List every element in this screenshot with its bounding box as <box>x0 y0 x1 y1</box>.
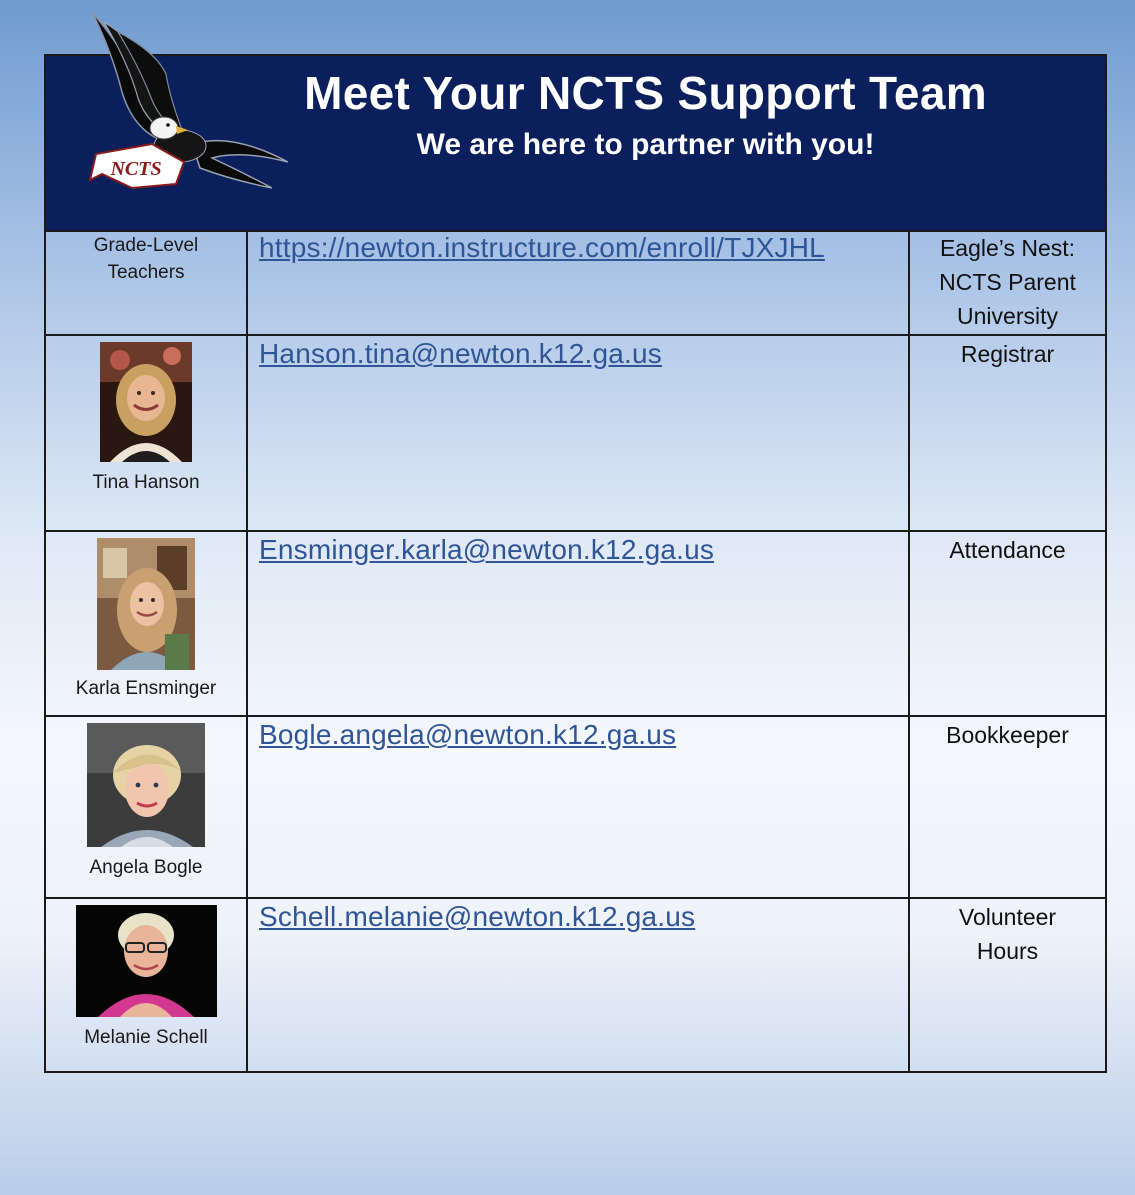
person-name: Tina Hanson <box>92 472 200 493</box>
link-cell <box>247 898 909 1073</box>
link-cell <box>247 230 909 335</box>
logo-text: NCTS <box>110 158 162 180</box>
person-name: Grade-Level Teachers <box>93 235 199 283</box>
role-label: Attendance <box>949 537 1066 563</box>
support-team-frame <box>44 54 1107 1073</box>
person-cell <box>46 898 247 1073</box>
person-name: Karla Ensminger <box>75 678 217 699</box>
person-cell <box>46 335 247 531</box>
table-row <box>46 335 1105 531</box>
email-link[interactable]: Ensminger.karla@newton.k12.ga.us <box>259 534 715 565</box>
role-cell <box>909 531 1105 716</box>
role-cell <box>909 898 1105 1073</box>
table-row <box>46 230 1105 335</box>
role-label: Registrar <box>960 341 1055 367</box>
role-cell <box>909 335 1105 531</box>
person-cell <box>46 531 247 716</box>
karla-ensminger-photo <box>97 538 195 670</box>
link-cell <box>247 716 909 898</box>
angela-bogle-photo <box>87 723 205 847</box>
tina-hanson-photo <box>100 342 192 462</box>
page-title: Meet Your NCTS Support Team <box>304 67 987 119</box>
role-cell <box>909 716 1105 898</box>
link-cell <box>247 531 909 716</box>
table-row <box>46 716 1105 898</box>
role-label: Eagle’s Nest: NCTS Parent University <box>939 235 1076 329</box>
role-cell <box>909 230 1105 335</box>
email-link[interactable]: Bogle.angela@newton.k12.ga.us <box>259 719 677 750</box>
role-label: Bookkeeper <box>946 722 1069 748</box>
table-row <box>46 898 1105 1073</box>
page-subtitle: We are here to partner with you! <box>416 128 875 161</box>
person-cell <box>46 716 247 898</box>
eagle-logo <box>82 12 292 192</box>
person-name: Angela Bogle <box>89 857 203 878</box>
person-name: Melanie Schell <box>84 1027 208 1048</box>
table-row <box>46 531 1105 716</box>
email-link[interactable]: Schell.melanie@newton.k12.ga.us <box>259 901 696 932</box>
person-cell <box>46 230 247 335</box>
email-link[interactable]: Hanson.tina@newton.k12.ga.us <box>259 338 662 369</box>
enroll-link[interactable]: https://newton.instructure.com/enroll/TJXJHL <box>259 232 825 263</box>
melanie-schell-photo <box>76 905 217 1017</box>
support-team-table <box>46 230 1105 1073</box>
role-label: Volunteer Hours <box>958 904 1057 964</box>
link-cell <box>247 335 909 531</box>
